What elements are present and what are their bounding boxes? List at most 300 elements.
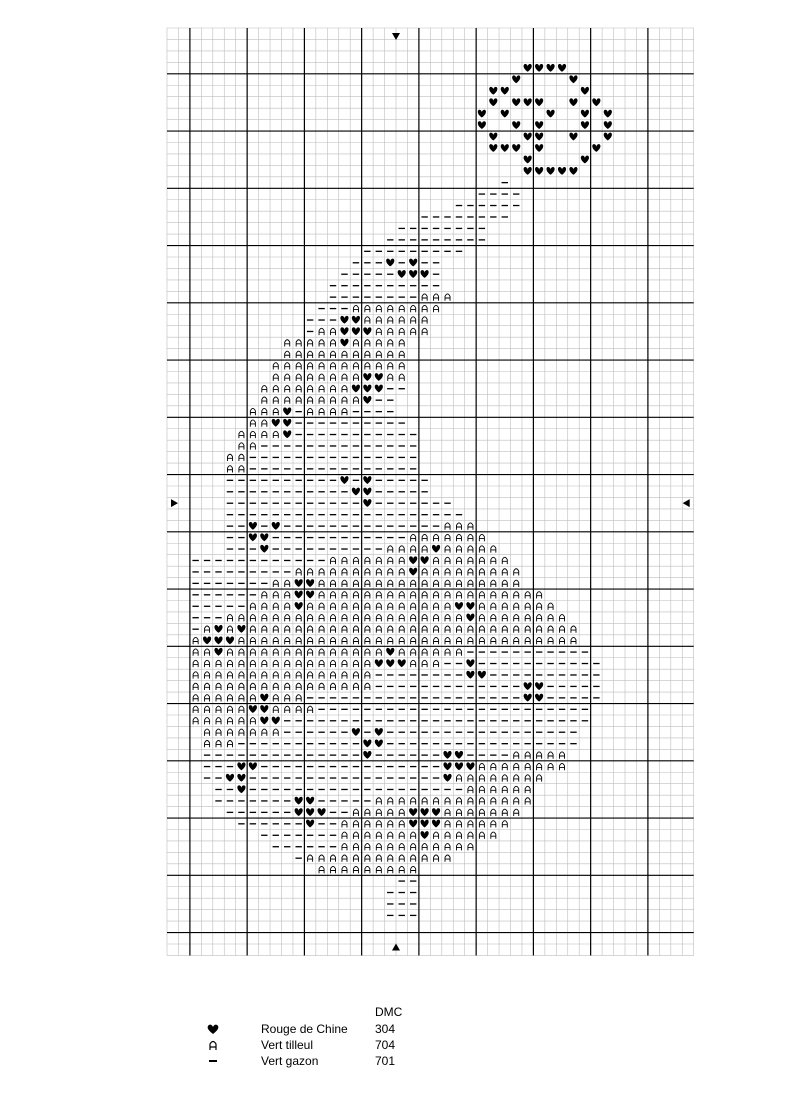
stitch-dash-icon — [330, 835, 336, 836]
stitch-dash-icon — [376, 411, 382, 412]
stitch-dash-icon — [444, 514, 450, 515]
stitch-dash-icon — [330, 754, 336, 755]
stitch-dash-icon — [261, 789, 267, 790]
stitch-dash-icon — [307, 503, 313, 504]
stitch-dash-icon — [318, 789, 324, 790]
stitch-dash-icon — [559, 674, 565, 675]
stitch-dash-icon — [341, 434, 347, 435]
stitch-dash-icon — [387, 915, 393, 916]
stitch-dash-icon — [364, 720, 370, 721]
stitch-dash-icon — [479, 193, 485, 194]
stitch-dash-icon — [295, 548, 301, 549]
stitch-dash-icon — [318, 743, 324, 744]
stitch-dash-icon — [421, 732, 427, 733]
stitch-dash-icon — [307, 331, 313, 332]
stitch-dash-icon — [353, 720, 359, 721]
stitch-dash-icon — [295, 732, 301, 733]
stitch-dash-icon — [433, 732, 439, 733]
stitch-dash-icon — [261, 835, 267, 836]
stitch-dash-icon — [582, 651, 588, 652]
stitch-dash-icon — [330, 812, 336, 813]
stitch-dash-icon — [250, 789, 256, 790]
stitch-dash-icon — [456, 709, 462, 710]
stitch-dash-icon — [387, 754, 393, 755]
stitch-dash-icon — [376, 674, 382, 675]
stitch-dash-icon — [330, 823, 336, 824]
stitch-dash-icon — [479, 743, 485, 744]
stitch-dash-icon — [490, 743, 496, 744]
stitch-dash-icon — [318, 457, 324, 458]
stitch-dash-icon — [318, 697, 324, 698]
stitch-dash-icon — [250, 514, 256, 515]
stitch-dash-icon — [307, 457, 313, 458]
stitch-dash-icon — [410, 915, 416, 916]
stitch-dash-icon — [433, 789, 439, 790]
stitch-dash-icon — [284, 548, 290, 549]
stitch-dash-icon — [295, 514, 301, 515]
stitch-dash-icon — [376, 457, 382, 458]
legend-row-vert-tilleul — [205, 1037, 465, 1053]
stitch-dash-icon — [250, 812, 256, 813]
stitch-dash-icon — [215, 789, 221, 790]
stitch-dash-icon — [250, 594, 256, 595]
stitch-dash-icon — [307, 743, 313, 744]
stitch-dash-icon — [547, 720, 553, 721]
stitch-dash-icon — [421, 686, 427, 687]
stitch-dash-icon — [559, 732, 565, 733]
stitch-dash-icon — [479, 754, 485, 755]
stitch-dash-icon — [284, 789, 290, 790]
stitch-dash-icon — [238, 480, 244, 481]
stitch-dash-icon — [227, 594, 233, 595]
stitch-dash-icon — [410, 296, 416, 297]
stitch-dash-icon — [341, 296, 347, 297]
stitch-dash-icon — [570, 732, 576, 733]
stitch-dash-icon — [295, 480, 301, 481]
stitch-dash-icon — [513, 732, 519, 733]
stitch-dash-icon — [192, 629, 198, 630]
stitch-dash-icon — [204, 571, 210, 572]
stitch-dash-icon — [284, 743, 290, 744]
stitch-dash-icon — [570, 663, 576, 664]
stitch-dash-icon — [444, 674, 450, 675]
legend-code: 701 — [375, 1054, 396, 1068]
stitch-dash-icon — [444, 686, 450, 687]
stitch-dash-icon — [410, 743, 416, 744]
stitch-dash-icon — [273, 560, 279, 561]
stitch-dash-icon — [513, 651, 519, 652]
stitch-dash-icon — [387, 285, 393, 286]
stitch-dash-icon — [295, 422, 301, 423]
stitch-dash-icon — [307, 434, 313, 435]
legend-code: 704 — [375, 1038, 396, 1052]
stitch-dash-icon — [250, 560, 256, 561]
stitch-dash-icon — [433, 251, 439, 252]
stitch-dash-icon — [341, 422, 347, 423]
stitch-dash-icon — [307, 319, 313, 320]
stitch-dash-icon — [273, 445, 279, 446]
stitch-dash-icon — [284, 812, 290, 813]
stitch-dash-icon — [273, 777, 279, 778]
stitch-dash-icon — [399, 915, 405, 916]
stitch-dash-icon — [250, 548, 256, 549]
stitch-dash-icon — [456, 251, 462, 252]
stitch-dash-icon — [353, 468, 359, 469]
stitch-dash-icon — [341, 720, 347, 721]
stitch-dash-icon — [364, 525, 370, 526]
stitch-dash-icon — [421, 789, 427, 790]
stitch-dash-icon — [273, 537, 279, 538]
stitch-dash-icon — [284, 457, 290, 458]
stitch-dash-icon — [421, 674, 427, 675]
stitch-dash-icon — [433, 777, 439, 778]
stitch-dash-icon — [410, 732, 416, 733]
stitch-dash-icon — [364, 709, 370, 710]
stitch-dash-icon — [318, 548, 324, 549]
stitch-dash-icon — [192, 560, 198, 561]
stitch-dash-icon — [399, 525, 405, 526]
stitch-dash-icon — [341, 812, 347, 813]
stitch-dash-icon — [387, 732, 393, 733]
stitch-dash-icon — [387, 388, 393, 389]
stitch-dash-icon — [227, 766, 233, 767]
stitch-dash-icon — [502, 205, 508, 206]
stitch-dash-icon — [353, 445, 359, 446]
stitch-dash-icon — [261, 457, 267, 458]
stitch-dash-icon — [410, 720, 416, 721]
stitch-dash-icon — [467, 732, 473, 733]
legend — [205, 1005, 465, 1075]
stitch-dash-icon — [353, 514, 359, 515]
stitch-dash-icon — [399, 468, 405, 469]
stitch-dash-icon — [490, 193, 496, 194]
stitch-dash-icon — [399, 537, 405, 538]
stitch-dash-icon — [467, 720, 473, 721]
stitch-dash-icon — [364, 411, 370, 412]
stitch-dash-icon — [376, 422, 382, 423]
stitch-dash-icon — [570, 743, 576, 744]
stitch-dash-icon — [238, 812, 244, 813]
stitch-dash-icon — [444, 503, 450, 504]
stitch-dash-icon — [330, 308, 336, 309]
stitch-dash-icon — [330, 514, 336, 515]
stitch-dash-icon — [318, 525, 324, 526]
legend-header: DMC — [375, 1005, 403, 1019]
stitch-dash-icon — [433, 285, 439, 286]
stitch-dash-icon — [273, 548, 279, 549]
stitch-dash-icon — [376, 491, 382, 492]
stitch-dash-icon — [295, 823, 301, 824]
stitch-dash-icon — [502, 663, 508, 664]
stitch-dash-icon — [204, 777, 210, 778]
stitch-dash-icon — [479, 228, 485, 229]
stitch-dash-icon — [502, 182, 508, 183]
stitch-dash-icon — [479, 216, 485, 217]
stitch-dash-icon — [238, 800, 244, 801]
stitch-dash-icon — [570, 697, 576, 698]
stitch-dash-icon — [353, 503, 359, 504]
stitch-dash-icon — [421, 777, 427, 778]
stitch-dash-icon — [273, 789, 279, 790]
stitch-dash-icon — [513, 205, 519, 206]
stitch-dash-icon — [444, 228, 450, 229]
stitch-dash-icon — [284, 720, 290, 721]
stitch-dash-icon — [215, 571, 221, 572]
stitch-dash-icon — [307, 491, 313, 492]
stitch-dash-icon — [524, 663, 530, 664]
stitch-dash-icon — [387, 468, 393, 469]
stitch-dash-icon — [456, 686, 462, 687]
stitch-dash-icon — [318, 480, 324, 481]
stitch-dash-icon — [387, 766, 393, 767]
stitch-dash-icon — [330, 525, 336, 526]
stitch-dash-icon — [376, 789, 382, 790]
stitch-dash-icon — [307, 789, 313, 790]
stitch-dash-icon — [399, 892, 405, 893]
stitch-dash-icon — [284, 445, 290, 446]
stitch-dash-icon — [330, 537, 336, 538]
stitch-dash-icon — [353, 480, 359, 481]
stitch-dash-icon — [513, 193, 519, 194]
stitch-dash-icon — [364, 251, 370, 252]
stitch-dash-icon — [387, 525, 393, 526]
stitch-dash-icon — [238, 606, 244, 607]
stitch-dash-icon — [376, 503, 382, 504]
stitch-dash-icon — [467, 709, 473, 710]
stitch-dash-icon — [387, 709, 393, 710]
arch-icon — [205, 1037, 221, 1053]
stitch-dash-icon — [284, 846, 290, 847]
stitch-dash-icon — [215, 560, 221, 561]
stitch-dash-icon — [399, 514, 405, 515]
stitch-dash-icon — [330, 846, 336, 847]
stitch-dash-icon — [421, 216, 427, 217]
stitch-dash-icon — [330, 457, 336, 458]
stitch-dash-icon — [238, 571, 244, 572]
stitch-dash-icon — [456, 205, 462, 206]
stitch-dash-icon — [456, 743, 462, 744]
stitch-dash-icon — [318, 468, 324, 469]
legend-code: 304 — [375, 1022, 396, 1036]
stitch-dash-icon — [261, 823, 267, 824]
legend-name: Rouge de Chine — [261, 1022, 348, 1036]
stitch-dash-icon — [238, 594, 244, 595]
stitch-dash-icon — [376, 709, 382, 710]
stitch-dash-icon — [273, 823, 279, 824]
dash-icon — [205, 1053, 221, 1069]
stitch-dash-icon — [250, 743, 256, 744]
stitch-dash-icon — [330, 503, 336, 504]
stitch-dash-icon — [295, 434, 301, 435]
stitch-dash-icon — [387, 503, 393, 504]
stitch-dash-icon — [410, 880, 416, 881]
stitch-dash-icon — [456, 720, 462, 721]
stitch-dash-icon — [284, 491, 290, 492]
stitch-dash-icon — [330, 720, 336, 721]
stitch-dash-icon — [570, 686, 576, 687]
stitch-dash-icon — [456, 228, 462, 229]
stitch-dash-icon — [330, 480, 336, 481]
stitch-dash-icon — [376, 274, 382, 275]
stitch-dash-icon — [433, 686, 439, 687]
stitch-dash-icon — [261, 743, 267, 744]
stitch-dash-icon — [330, 319, 336, 320]
stitch-dash-icon — [238, 743, 244, 744]
stitch-dash-icon — [353, 709, 359, 710]
stitch-dash-icon — [399, 491, 405, 492]
stitch-dash-icon — [307, 846, 313, 847]
stitch-dash-icon — [353, 411, 359, 412]
stitch-dash-icon — [536, 674, 542, 675]
stitch-dash-icon — [227, 537, 233, 538]
stitch-dash-icon — [238, 514, 244, 515]
stitch-dash-icon — [295, 743, 301, 744]
stitch-dash-icon — [204, 594, 210, 595]
stitch-dash-icon — [341, 445, 347, 446]
stitch-dash-icon — [536, 732, 542, 733]
stitch-dash-icon — [387, 239, 393, 240]
stitch-dash-icon — [399, 754, 405, 755]
stitch-dash-icon — [399, 766, 405, 767]
stitch-dash-icon — [387, 251, 393, 252]
stitch-dash-icon — [238, 583, 244, 584]
stitch-dash-icon — [330, 766, 336, 767]
stitch-dash-icon — [410, 228, 416, 229]
stitch-dash-icon — [238, 537, 244, 538]
stitch-dash-icon — [215, 800, 221, 801]
stitch-dash-icon — [524, 720, 530, 721]
stitch-dash-icon — [227, 754, 233, 755]
stitch-dash-icon — [421, 754, 427, 755]
stitch-dash-icon — [353, 697, 359, 698]
stitch-dash-icon — [364, 548, 370, 549]
stitch-dash-icon — [318, 537, 324, 538]
stitch-dash-icon — [444, 709, 450, 710]
stitch-dash-icon — [444, 743, 450, 744]
legend-row-vert-gazon — [205, 1053, 465, 1069]
stitch-dash-icon — [410, 285, 416, 286]
stitch-dash-icon — [433, 216, 439, 217]
stitch-dash-icon — [341, 789, 347, 790]
stitch-dash-icon — [250, 491, 256, 492]
stitch-dash-icon — [582, 674, 588, 675]
stitch-dash-icon — [364, 514, 370, 515]
stitch-dash-icon — [204, 754, 210, 755]
stitch-dash-icon — [376, 766, 382, 767]
stitch-dash-icon — [341, 732, 347, 733]
stitch-dash-icon — [227, 503, 233, 504]
stitch-dash-icon — [399, 251, 405, 252]
stitch-dash-icon — [387, 537, 393, 538]
stitch-dash-icon — [524, 651, 530, 652]
stitch-dash-icon — [433, 503, 439, 504]
stitch-dash-icon — [341, 709, 347, 710]
stitch-dash-icon — [479, 720, 485, 721]
stitch-dash-icon — [250, 777, 256, 778]
stitch-dash-icon — [456, 732, 462, 733]
stitch-dash-icon — [467, 216, 473, 217]
stitch-dash-icon — [376, 537, 382, 538]
stitch-dash-icon — [387, 445, 393, 446]
stitch-dash-icon — [410, 777, 416, 778]
stitch-dash-icon — [204, 606, 210, 607]
stitch-dash-icon — [479, 709, 485, 710]
stitch-dash-icon — [559, 709, 565, 710]
stitch-dash-icon — [421, 525, 427, 526]
stitch-dash-icon — [215, 606, 221, 607]
stitch-dash-icon — [250, 480, 256, 481]
stitch-dash-icon — [467, 743, 473, 744]
stitch-dash-icon — [387, 777, 393, 778]
stitch-dash-icon — [433, 239, 439, 240]
stitch-dash-icon — [376, 445, 382, 446]
legend-name: Vert gazon — [261, 1054, 319, 1068]
stitch-dash-icon — [513, 697, 519, 698]
stitch-dash-icon — [502, 754, 508, 755]
stitch-dash-icon — [307, 525, 313, 526]
stitch-dash-icon — [536, 743, 542, 744]
stitch-dash-icon — [376, 262, 382, 263]
stitch-dash-icon — [318, 503, 324, 504]
stitch-dash-icon — [364, 274, 370, 275]
stitch-dash-icon — [284, 835, 290, 836]
stitch-dash-icon — [467, 697, 473, 698]
stitch-dash-icon — [559, 743, 565, 744]
stitch-dash-icon — [273, 835, 279, 836]
stitch-dash-icon — [273, 754, 279, 755]
stitch-dash-icon — [490, 732, 496, 733]
stitch-dash-icon — [318, 434, 324, 435]
stitch-dash-icon — [238, 560, 244, 561]
stitch-dash-icon — [399, 732, 405, 733]
stitch-dash-icon — [387, 296, 393, 297]
stitch-dash-icon — [399, 777, 405, 778]
stitch-dash-icon — [318, 445, 324, 446]
stitch-dash-icon — [364, 445, 370, 446]
stitch-dash-icon — [364, 285, 370, 286]
stitch-dash-icon — [387, 789, 393, 790]
stitch-dash-icon — [307, 445, 313, 446]
stitch-dash-icon — [364, 766, 370, 767]
stitch-dash-icon — [410, 754, 416, 755]
stitch-dash-icon — [330, 548, 336, 549]
stitch-dash-icon — [284, 514, 290, 515]
stitch-dash-icon — [215, 594, 221, 595]
stitch-dash-icon — [387, 480, 393, 481]
stitch-dash-icon — [524, 743, 530, 744]
stitch-dash-icon — [215, 777, 221, 778]
stitch-dash-icon — [536, 663, 542, 664]
stitch-dash-icon — [227, 800, 233, 801]
stitch-dash-icon — [399, 720, 405, 721]
legend-row-rouge-de-chine — [205, 1021, 465, 1037]
stitch-dash-icon — [227, 491, 233, 492]
stitch-dash-icon — [250, 583, 256, 584]
stitch-dash-icon — [490, 686, 496, 687]
stitch-dash-icon — [273, 491, 279, 492]
stitch-dash-icon — [295, 789, 301, 790]
stitch-dash-icon — [227, 525, 233, 526]
stitch-dash-icon — [456, 514, 462, 515]
stitch-dash-icon — [284, 571, 290, 572]
stitch-dash-icon — [307, 548, 313, 549]
stitch-dash-icon — [307, 754, 313, 755]
stitch-dash-icon — [261, 766, 267, 767]
stitch-dash-icon — [410, 903, 416, 904]
stitch-dash-icon — [238, 525, 244, 526]
stitch-dash-icon — [547, 651, 553, 652]
stitch-dash-icon — [513, 709, 519, 710]
